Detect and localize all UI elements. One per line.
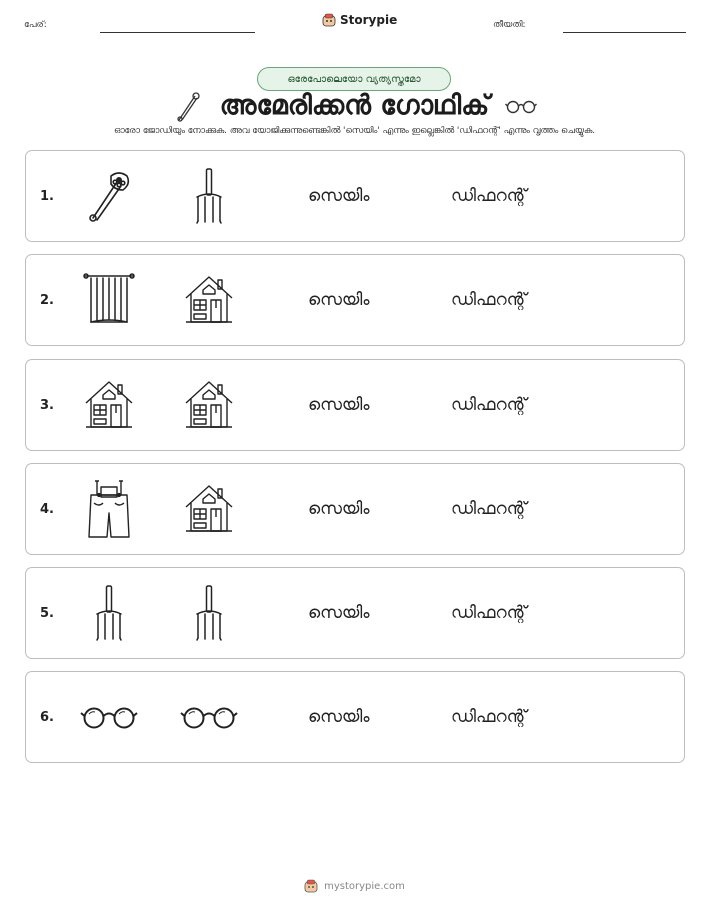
exercise-row [25, 150, 685, 242]
name-field[interactable] [100, 32, 255, 33]
brand-name: Storypie [340, 13, 398, 27]
row-number: 5. [40, 605, 54, 621]
exercise-row [25, 359, 685, 451]
exercise-row [25, 254, 685, 346]
pitchfork-icon [174, 163, 244, 229]
date-label: തീയതി: [493, 20, 526, 30]
house-icon [174, 372, 244, 438]
different-option[interactable]: ഡിഫറന്റ് [451, 499, 527, 519]
same-option[interactable]: സെയിം [308, 707, 370, 727]
exercise-row [25, 463, 685, 555]
date-field[interactable] [563, 32, 686, 33]
instructions-text: ഓരോ ജോഡിയും നോക്കുക. അവ യോജിക്കുന്നുണ്ടെങ്കിൽ 'സെയിം' എന്നും ഇല്ലെങ്കിൽ 'ഡിഫറന്റ്' എന്നും വൃത്തം ചെയ്യുക. [113, 126, 596, 136]
glasses-icon [174, 684, 244, 750]
row-number: 1. [40, 188, 54, 204]
glasses-icon [505, 98, 537, 114]
curtain-icon [74, 267, 144, 333]
row-number: 3. [40, 397, 54, 413]
same-option[interactable]: സെയിം [308, 499, 370, 519]
different-option[interactable]: ഡിഫറന്റ് [451, 290, 527, 310]
pitchfork-icon [174, 580, 244, 646]
overalls-icon [74, 476, 144, 542]
house-icon [174, 476, 244, 542]
page-title: അമേരിക്കൻ ഗോഥിക് [219, 90, 490, 121]
house-icon [74, 372, 144, 438]
exercise-row [25, 567, 685, 659]
storypie-mascot-icon [304, 879, 318, 893]
different-option[interactable]: ഡിഫറന്റ് [451, 395, 527, 415]
pitchfork-icon [74, 580, 144, 646]
activity-tag: ഒരേപോലെയോ വ്യത്യസ്തമോ [257, 67, 451, 91]
storypie-mascot-icon [322, 13, 336, 27]
different-option[interactable]: ഡിഫറന്റ് [451, 186, 527, 206]
glasses-icon [74, 684, 144, 750]
house-icon [174, 267, 244, 333]
row-number: 6. [40, 709, 54, 725]
brand-logo [322, 13, 397, 27]
row-number: 4. [40, 501, 54, 517]
different-option[interactable]: ഡിഫറന്റ് [451, 707, 527, 727]
exercise-row [25, 671, 685, 763]
safety-pin-icon [74, 163, 144, 229]
same-option[interactable]: സെയിം [308, 186, 370, 206]
same-option[interactable]: സെയിം [308, 395, 370, 415]
footer-url: mystorypie.com [324, 880, 405, 892]
row-number: 2. [40, 292, 54, 308]
same-option[interactable]: സെയിം [308, 290, 370, 310]
footer [0, 879, 709, 893]
different-option[interactable]: ഡിഫറന്റ് [451, 603, 527, 623]
name-label: പേര്: [24, 20, 47, 30]
same-option[interactable]: സെയിം [308, 603, 370, 623]
